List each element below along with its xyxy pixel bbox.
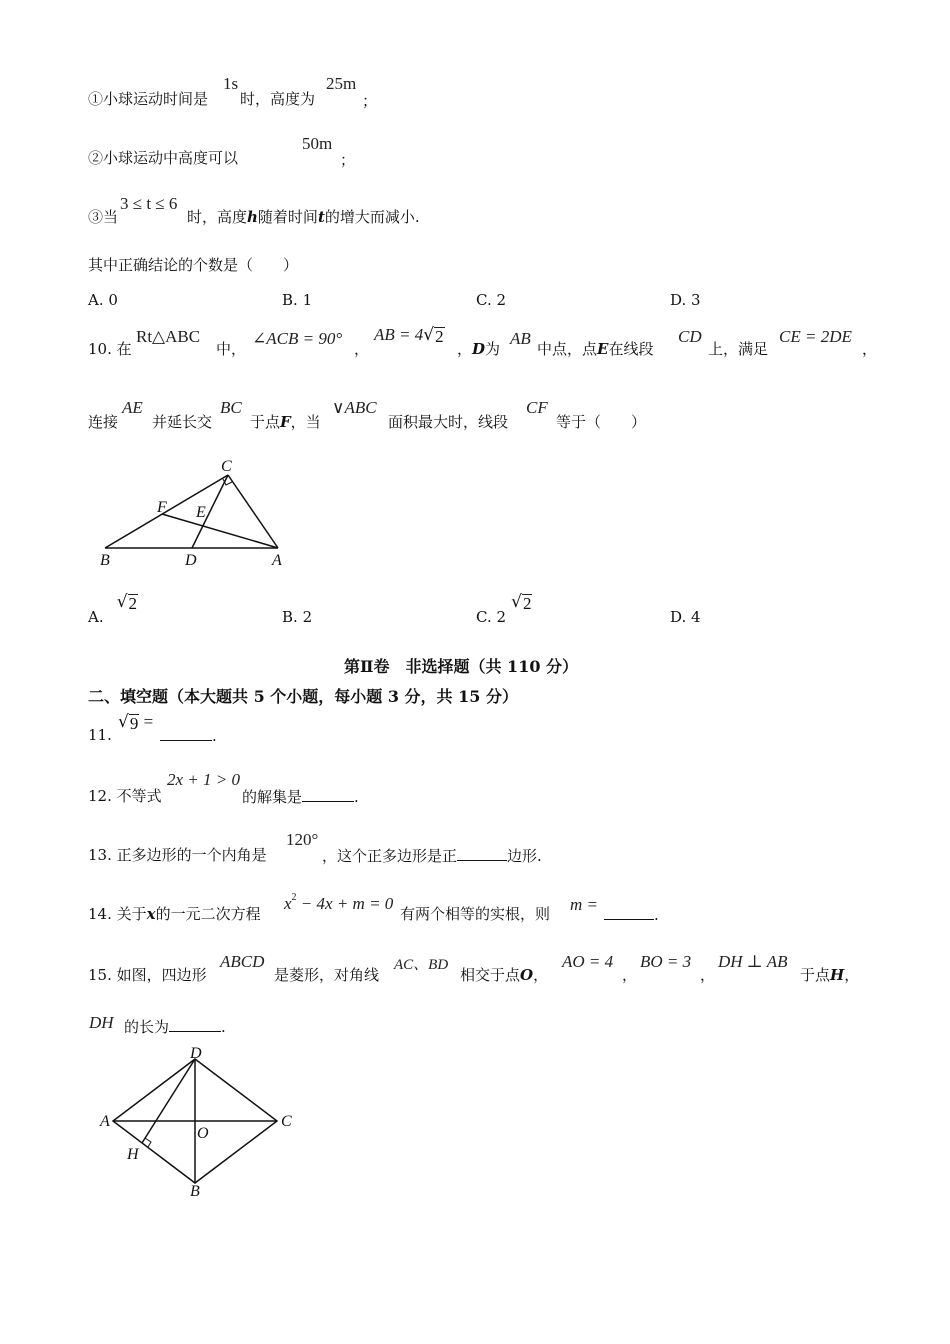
label-d: D — [185, 552, 197, 569]
q10-ce-ratio: CE = 2DE — [779, 327, 852, 346]
q11-expression: √ 9 = — [118, 712, 154, 733]
q10-angle: ∠ACB = 90° — [252, 329, 343, 348]
segment-fa — [162, 514, 278, 548]
label-e: E — [196, 504, 206, 521]
label-b: B — [190, 1183, 200, 1200]
q15-rhombus-figure — [97, 1043, 302, 1200]
q12-answer-blank[interactable] — [302, 787, 354, 802]
q12-inequality: 2x + 1 > 0 — [167, 770, 240, 789]
q15-bo: BO = 3 — [640, 952, 692, 971]
label-c: C — [221, 458, 232, 475]
q9-option-b[interactable]: B. 1 — [282, 291, 313, 309]
q9-option-c[interactable]: C. 2 — [476, 291, 507, 309]
q10-number: 10. 在 — [88, 340, 132, 358]
q11-answer-blank[interactable] — [160, 726, 212, 741]
q10-rt-triangle: Rt△ABC — [136, 327, 201, 346]
label-f: F — [157, 499, 167, 516]
q9-question: 其中正确结论的个数是（ ） — [88, 256, 299, 274]
statement-1: ①小球运动时间是 — [88, 90, 209, 108]
q15-dh-perp: DH ⊥ AB — [718, 952, 788, 971]
q10-triangle-figure — [95, 452, 295, 572]
q15-answer-blank[interactable] — [169, 1017, 221, 1032]
q15-diagonals: AC、BD — [394, 957, 449, 973]
q9-option-a[interactable]: A. 0 — [88, 291, 118, 309]
height-value: 25m — [326, 74, 357, 93]
q13-angle: 120° — [286, 830, 319, 849]
segment-dh — [142, 1059, 195, 1143]
q10-option-a[interactable]: A. √ 2 — [88, 592, 138, 626]
q15-ao: AO = 4 — [562, 952, 614, 971]
q10-option-b[interactable]: B. 2 — [282, 608, 313, 626]
time-range: 3 ≤ t ≤ 6 — [120, 194, 178, 213]
q10-triangle-abc: ∨ABC — [332, 398, 377, 417]
label-h: H — [127, 1146, 139, 1163]
part2-title: 第Ⅱ卷 非选择题（共 110 分） — [344, 657, 579, 676]
edge-ca — [228, 475, 278, 548]
q10-option-c[interactable]: C. 2 √ 2 — [476, 592, 532, 626]
q14-equation: $x^2 - 4x + m = 0$ — [284, 892, 394, 913]
label-b: B — [100, 552, 110, 569]
q10-option-d[interactable]: D. 4 — [670, 608, 701, 626]
label-d: D — [190, 1045, 202, 1062]
q14-answer-blank[interactable] — [604, 905, 654, 920]
label-a: A — [100, 1113, 110, 1130]
q13-answer-blank[interactable] — [457, 846, 507, 861]
label-c: C — [281, 1113, 292, 1130]
label-a: A — [272, 552, 282, 569]
q9-option-d[interactable]: D. 3 — [670, 291, 701, 309]
statement-1-marker: ① — [88, 90, 104, 108]
statement-3: ③当 — [88, 208, 119, 226]
section-fill-blank: 二、填空题（本大题共 5 个小题，每小题 3 分，共 15 分） — [88, 687, 518, 706]
time-value: 1s — [223, 74, 239, 93]
label-o: O — [197, 1125, 209, 1142]
q10-ab-length: AB = 4 √ 2 — [374, 325, 444, 346]
max-height-value: 50m — [302, 134, 333, 153]
statement-2: ②小球运动中高度可以 — [88, 149, 239, 167]
